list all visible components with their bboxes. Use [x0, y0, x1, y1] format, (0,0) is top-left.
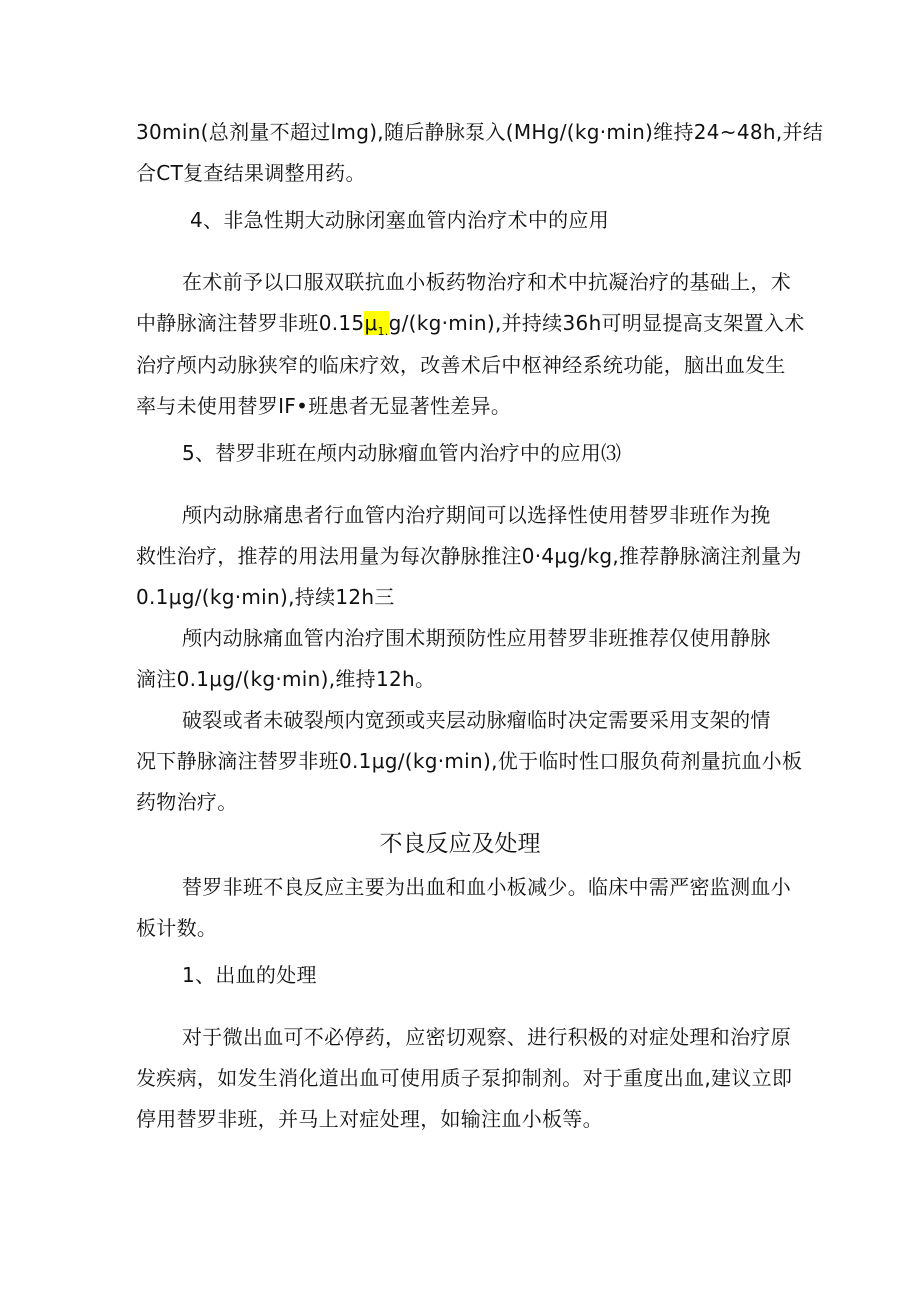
body-text-line: 救性治疗，推荐的用法用量为每次静脉推注0·4μg∕kg,推荐静脉滴注剂量为 [136, 544, 802, 568]
body-text-line: 0.1μg∕(kg·min),持续12h三 [136, 585, 395, 609]
body-text-line: 替罗非班不良反应主要为出血和血小板减少。临床中需严密监测血小 [182, 875, 791, 899]
body-text-line: 颅内动脉痛血管内治疗围术期预防性应用替罗非班推荐仅使用静脉 [182, 626, 771, 650]
section-heading: 不良反应及处理 [379, 831, 541, 857]
body-text-line: 在术前予以口服双联抗血小板药物治疗和术中抗凝治疗的基础上，术 [182, 270, 791, 294]
body-text-line: 对于微出血可不必停药，应密切观察、进行积极的对症处理和治疗原 [182, 1025, 791, 1049]
body-text-line: 滴注0.1μg∕(kg·min),维持12h。 [136, 667, 436, 691]
body-text-line: 率与未使用替罗IF•班患者无显著性差异。 [136, 394, 512, 418]
highlighted-symbol: μ [364, 311, 378, 335]
section-4-title: 4、非急性期大动脉闭塞血管内治疗术中的应用 [190, 208, 610, 232]
body-text-line: 颅内动脉痛患者行血管内治疗期间可以选择性使用替罗非班作为挽 [182, 503, 771, 527]
section-5-title: 5、替罗非班在颅内动脉瘤血管内治疗中的应用⑶ [182, 441, 622, 465]
body-text-line: 停用替罗非班，并马上对症处理，如输注血小板等。 [136, 1107, 603, 1131]
highlighted-subscript: 1. [377, 325, 389, 338]
body-text-line [136, 310, 805, 345]
body-text-line: 合CT复查结果调整用药。 [136, 161, 366, 185]
body-text-line: 药物治疗。 [136, 790, 238, 814]
body-text-segment: 中静脉滴注替罗非班0.15 [136, 311, 365, 335]
subsection-title: 1、出血的处理 [182, 963, 317, 987]
body-text-segment: g/(kg·min),并持续36h可明显提高支架置入术 [388, 311, 805, 335]
body-text-line: 板计数。 [136, 916, 218, 940]
body-text-line: 30min(总剂量不超过lmg),随后静脉泵入(MHg/(kg·min)维持24~48h,并结 [136, 120, 824, 144]
body-text-line: 破裂或者未破裂颅内宽颈或夹层动脉瘤临时决定需要采用支架的情 [182, 708, 771, 732]
highlighted-text [364, 311, 389, 338]
body-text-line: 况下静脉滴注替罗非班0.1μg∕(kg·min),优于临时性口服负荷剂量抗血小板 [136, 749, 803, 773]
body-text-line: 发疾病，如发生消化道出血可使用质子泵抑制剂。对于重度出血,建议立即 [136, 1066, 793, 1090]
body-text-line: 治疗颅内动脉狭窄的临床疗效，改善术后中枢神经系统功能，脑出血发生 [136, 353, 786, 377]
